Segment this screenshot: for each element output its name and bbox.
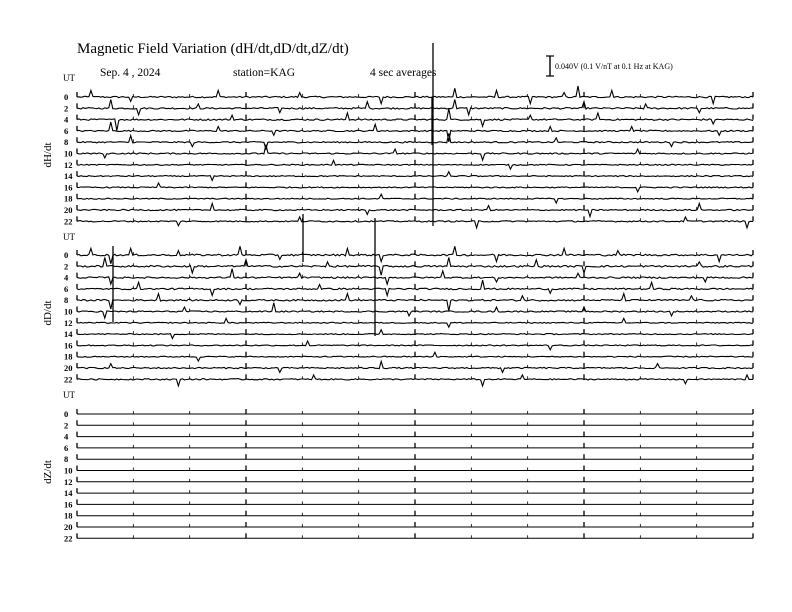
- row-label: 8: [64, 295, 69, 306]
- row-label: 12: [64, 476, 73, 487]
- row-label: 22: [64, 533, 73, 544]
- panel-dH-dt: [42, 73, 753, 228]
- row-label: 6: [64, 125, 69, 136]
- row-label: 2: [64, 420, 69, 431]
- ut-label: UT: [63, 232, 75, 242]
- panels-group: [42, 43, 753, 543]
- row-label: 10: [64, 306, 73, 317]
- chart-date: Sep. 4 , 2024: [100, 67, 161, 79]
- row-label: 4: [64, 431, 69, 442]
- row-label: 20: [64, 205, 73, 215]
- row-label: 4: [64, 272, 69, 283]
- row-label: 0: [64, 250, 69, 260]
- ut-label: UT: [63, 390, 75, 400]
- panel-dZ-dt: [42, 390, 753, 543]
- panel-label: dH/dt: [42, 142, 54, 168]
- chart-averaging: 4 sec averages: [370, 67, 437, 79]
- row-label: 18: [64, 351, 73, 362]
- row-label: 22: [64, 216, 73, 227]
- panel-dD-dt: [42, 232, 753, 386]
- row-label: 0: [64, 92, 69, 102]
- row-label: 14: [64, 329, 73, 340]
- row-label: 22: [64, 374, 73, 385]
- panel-label: dD/dt: [42, 300, 54, 326]
- chart-title: Magnetic Field Variation (dH/dt,dD/dt,dZ/dt): [77, 41, 349, 57]
- row-label: 14: [64, 488, 73, 499]
- row-label: 20: [64, 363, 73, 373]
- row-label: 6: [64, 283, 69, 294]
- transient-spikes: [113, 43, 433, 336]
- row-label: 2: [64, 103, 69, 114]
- row-label: 12: [64, 159, 73, 170]
- trace-line: [77, 100, 753, 115]
- scale-note: 0.040V (0.1 V/nT at 0.1 Hz at KAG): [555, 62, 673, 71]
- row-label: 16: [64, 340, 73, 351]
- row-label: 8: [64, 137, 69, 148]
- row-label: 16: [64, 182, 73, 193]
- row-label: 4: [64, 114, 69, 125]
- row-label: 6: [64, 442, 69, 453]
- row-label: 14: [64, 171, 73, 182]
- scale-bar: [546, 56, 673, 76]
- row-label: 18: [64, 193, 73, 204]
- trace-line: [77, 258, 753, 276]
- row-label: 10: [64, 465, 73, 476]
- row-label: 20: [64, 522, 73, 532]
- panel-label: dZ/dt: [42, 460, 54, 484]
- chart-station: station=KAG: [233, 67, 296, 79]
- row-label: 16: [64, 499, 73, 510]
- row-label: 18: [64, 510, 73, 521]
- row-label: 0: [64, 409, 69, 419]
- row-label: 2: [64, 261, 69, 272]
- ut-label: UT: [63, 73, 75, 83]
- row-label: 8: [64, 454, 69, 465]
- row-label: 10: [64, 148, 73, 159]
- row-label: 12: [64, 317, 73, 328]
